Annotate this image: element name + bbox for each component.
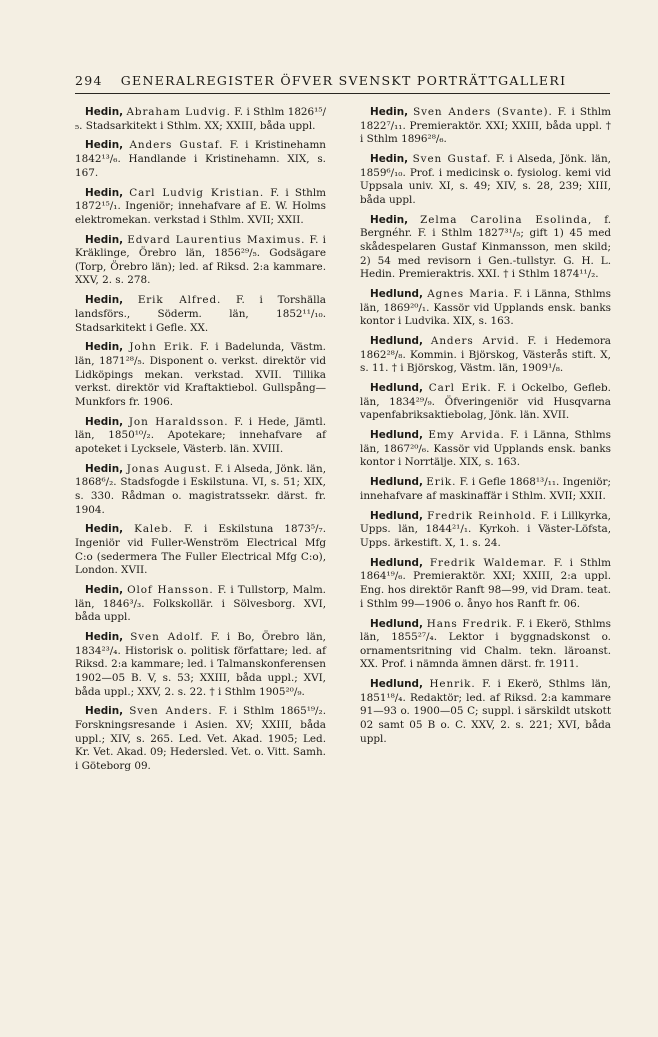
register-entry: Hedlund, Henrik. F. i Ekerö, Sthlms län, 1851¹⁸/₄. Redaktör; led. af Riksd. 2:a kammare 91—93 o. 1900—05 C; suppl. i särskildt utskott 02 samt 05 B o. C. XXV, 2. s. 221; XVI, båda uppl. [360,678,611,745]
register-entry: Hedin, Carl Ludvig Kristian. F. i Sthlm 1872¹⁵/₁. Ingeniör; innehafvare af E. W. Holms elektromekan. verkstad i Sthlm. XVII; XXII. [75,186,326,226]
register-entry: Hedlund, Erik. F. i Gefle 1868¹³/₁₁. Ingeniör; innehafvare af maskinaffär i Sthlm. XVII; XXII. [360,476,612,502]
page-number: 294 [75,73,103,88]
register-entry: Hedin, Sven Anders. F. i Sthlm 1865¹⁹/₂. Forskningsresande i Asien. XV; XXIII, båda uppl.; XIV, s. 265. Led. Vet. Akad. 1905; Led. Kr. Vet. Akad. 09; Hedersled. Vet. o. Vitt. Samh. i Göteborg 09. [75,705,326,772]
register-entry: Hedlund, Agnes Maria. F. i Länna, Sthlms län, 1869²⁰/₁. Kassör vid Upplands ensk. banks kontor i Ludvika. XIX, s. 163. [360,288,611,328]
register-entry: Hedin, Olof Hansson. F. i Tullstorp, Malm. län, 1846³/₃. Folkskollär. i Sölvesborg. XVI, båda uppl. [75,584,326,624]
register-entry: Hedlund, Fredrik Waldemar. F. i Sthlm 1864¹⁹/₆. Premieraktör. XXI; XXIII, 2:a uppl. Eng. hos direktör Ranft 98—99, vid Dram. teat. i Sthlm 99—1906 o. ånyo hos Ranft fr. 06. [360,556,611,610]
register-entry: Hedin, Anders Gustaf. F. i Kristinehamn 1842¹³/₆. Handlande i Kristinehamn. XIX, s. 167. [75,139,326,179]
register-entry: Hedin, Jonas August. F. i Alseda, Jönk. län, 1868⁶/₂. Stadsfogde i Eskilstuna. VI, s. 51; XIX, s. 330. Rådman o. magistratssekr. därst. fr. 1904. [75,462,326,516]
register-entry: Hedin, Erik Alfred. F. i Torshälla landsförs., Söderm. län, 1852¹¹/₁₀. Stadsarkitekt i Gefle. XX. [75,294,326,334]
running-title: GENERALREGISTER ÖFVER SVENSKT PORTRÄTTGALLERI [120,73,567,88]
register-entry: Hedlund, Hans Fredrik. F. i Ekerö, Sthlms län, 1855²⁷/₄. Lektor i byggnadskonst o. ornamentsritning vid Chalm. tekn. läroanst. XX. Prof. i nämnda ämnen därst. fr. 1911. [360,617,611,671]
register-entry: Hedin, Sven Gustaf. F. i Alseda, Jönk. län, 1859⁶/₁₀. Prof. i medicinsk o. fysiolog. kemi vid Uppsala univ. XI, s. 49; XIV, s. 28, 239; XIII, båda uppl. [360,153,611,206]
register-entry: Hedlund, Emy Arvida. F. i Länna, Sthlms län, 1867²⁰/₆. Kassör vid Upplands ensk. banks kontor i Norrtälje. XIX, s. 163. [360,429,611,469]
register-entry: Hedlund, Carl Erik. F. i Ockelbo, Gefleb. län, 1834²⁹/₉. Öfveringeniör vid Husqvarna vapenfabriksaktiebolag, Jönk. län. XVII. [360,382,611,422]
left-column [75,106,326,780]
right-column [360,106,611,753]
header-rule [75,93,610,94]
register-entry: Hedin, Edvard Laurentius Maximus. F. i Kräklinge, Örebro län, 1856²⁹/₅. Godsägare (Torp, Örebro län); led. af Riksd. 2:a kammare. XXV, 2. s. 278. [75,233,326,287]
register-entry: Hedin, Sven Adolf. F. i Bo, Örebro län, 1834²³/₄. Historisk o. politisk författare; led. af Riksd. 2:a kammare; led. i Talmanskonferensen 1902—05 B. V, s. 53; XXIII, båda uppl.; XVI, båda uppl.; XXV, 2. s. 22. † i Sthlm 1905²⁰/₉. [75,631,326,698]
register-entry: Hedlund, Anders Arvid. F. i Hedemora 1862²⁸/₈. Kommin. i Björskog, Västerås stift. X, s. 11. † i Björskog, Västm. län, 1909¹/₈. [360,335,611,375]
register-entry: Hedin, John Erik. F. i Badelunda, Västm. län, 1871²⁸/₅. Disponent o. verkst. direktör vid Lidköpings mekan. verkstad. XVII. Tillika verkst. direktör vid Kraftaktiebol. Gullspång—Munkfors fr. 1906. [75,341,326,408]
register-entry: Hedlund, Fredrik Reinhold. F. i Lillkyrka, Upps. län, 1844²¹/₁. Kyrkoh. i Väster-Löfsta, Upps. ärkestift. X, 1. s. 24. [360,509,611,549]
register-entry: Hedin, Zelma Carolina Esolinda, f. Bergnéhr. F. i Sthlm 1827³¹/₅; gift 1) 45 med skådespelaren Gustaf Kinmansson, men skild; 2) 54 med revisorn i Gen.-tullstyr. G. H. L. Hedin. Premieraktris. XXI. † i Sthlm 1874¹¹/₂. [360,213,611,281]
register-entry: Hedin, Abraham Ludvig. F. i Sthlm 1826¹⁵/₅. Stadsarkitekt i Sthlm. XX; XXIII, båda uppl. [75,106,326,132]
register-entry: Hedin, Sven Anders (Svante). F. i Sthlm 1822⁷/₁₁. Premieraktör. XXI; XXIII, båda uppl. † i Sthlm 1896²⁸/₆. [360,106,611,146]
register-entry: Hedin, Kaleb. F. i Eskilstuna 1873⁵/₇. Ingeniör vid Fuller-Wenström Electrical Mfg C:o (sedermera The Fuller Electrical Mfg C:o), London. XVII. [75,523,326,577]
register-entry: Hedin, Jon Haraldsson. F. i Hede, Jämtl. län, 1850¹⁰/₂. Apotekare; innehafvare af apoteket i Lycksele, Västerb. län. XVIII. [75,415,326,455]
running-header [75,73,610,88]
